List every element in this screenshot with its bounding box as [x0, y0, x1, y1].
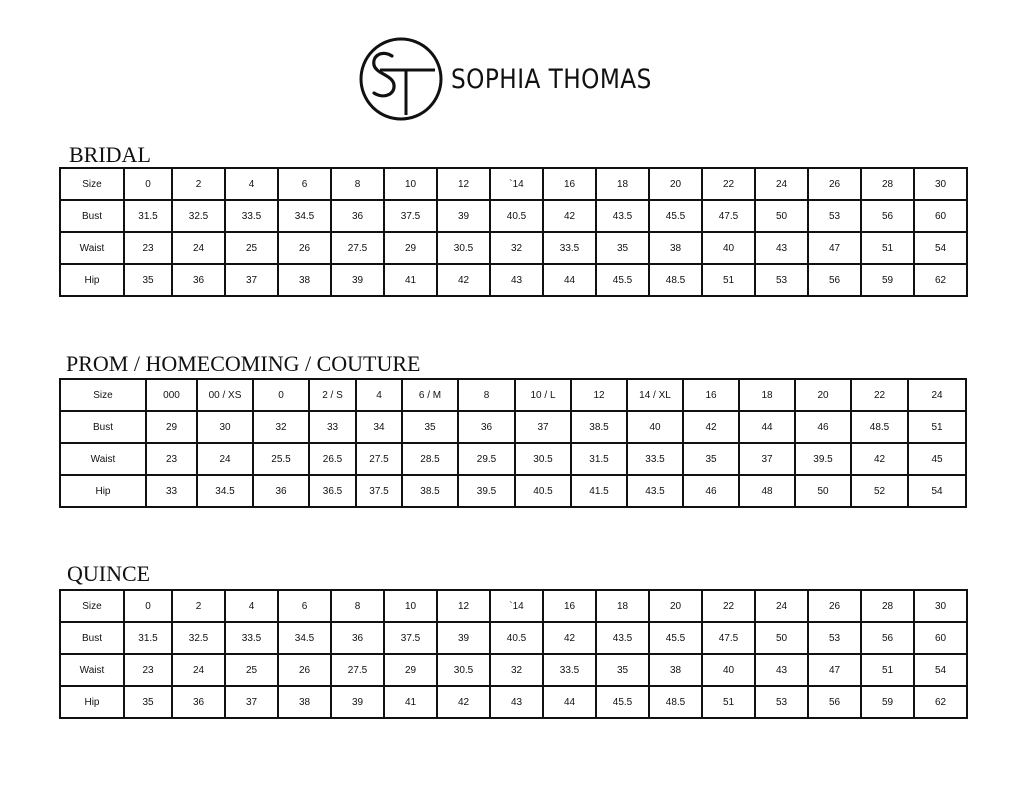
- table-cell: 40.5: [490, 200, 543, 232]
- table-cell: 20: [649, 168, 702, 200]
- table-cell: 41: [384, 264, 437, 296]
- table-cell: 29: [384, 232, 437, 264]
- table-cell: 35: [124, 686, 172, 718]
- table-cell: 43.5: [596, 200, 649, 232]
- quince-size-table: [59, 589, 968, 719]
- table-row: [60, 622, 967, 654]
- row-header-cell: Bust: [60, 411, 146, 443]
- table-cell: 48.5: [649, 264, 702, 296]
- table-cell: 41: [384, 686, 437, 718]
- table-cell: 32.5: [172, 200, 225, 232]
- table-cell: 39.5: [458, 475, 515, 507]
- table-cell: 33.5: [225, 622, 278, 654]
- table-cell: 38.5: [571, 411, 627, 443]
- table-cell: 24: [172, 232, 225, 264]
- table-cell: 34: [356, 411, 402, 443]
- table-cell: 33.5: [225, 200, 278, 232]
- row-header-cell: Hip: [60, 264, 124, 296]
- table-cell: 22: [702, 590, 755, 622]
- table-cell: 60: [914, 200, 967, 232]
- table-cell: 14 / XL: [627, 379, 683, 411]
- table-cell: 54: [914, 232, 967, 264]
- table-cell: 10: [384, 590, 437, 622]
- table-cell: 38: [278, 264, 331, 296]
- table-cell: 47.5: [702, 200, 755, 232]
- table-cell: 20: [795, 379, 851, 411]
- st-monogram-logo-icon: [359, 37, 443, 121]
- table-cell: 43: [490, 686, 543, 718]
- table-row: [60, 590, 967, 622]
- table-cell: 47: [808, 232, 861, 264]
- table-cell: 40.5: [490, 622, 543, 654]
- table-cell: 36: [253, 475, 309, 507]
- table-cell: 45: [908, 443, 966, 475]
- table-cell: 43: [755, 654, 808, 686]
- table-cell: 36: [172, 264, 225, 296]
- table-cell: 10 / L: [515, 379, 571, 411]
- table-cell: 18: [739, 379, 795, 411]
- table-row: [60, 264, 967, 296]
- table-cell: 62: [914, 264, 967, 296]
- row-header-cell: Hip: [60, 686, 124, 718]
- table-cell: 50: [755, 200, 808, 232]
- table-cell: 51: [702, 264, 755, 296]
- table-cell: 24: [908, 379, 966, 411]
- table-cell: 48: [739, 475, 795, 507]
- table-row: [60, 475, 966, 507]
- table-cell: 44: [739, 411, 795, 443]
- table-cell: 31.5: [124, 200, 172, 232]
- table-cell: 47.5: [702, 622, 755, 654]
- table-cell: 35: [402, 411, 458, 443]
- table-cell: 30.5: [437, 232, 490, 264]
- table-row: [60, 411, 966, 443]
- table-cell: 36: [331, 622, 384, 654]
- brand-name: SOPHIA THOMAS: [451, 63, 652, 95]
- table-cell: 37: [225, 264, 278, 296]
- table-cell: 29: [146, 411, 197, 443]
- row-header-cell: Waist: [60, 654, 124, 686]
- table-cell: 2 / S: [309, 379, 356, 411]
- table-cell: 23: [146, 443, 197, 475]
- table-cell: 35: [596, 654, 649, 686]
- table-cell: 38: [649, 232, 702, 264]
- table-cell: 37: [225, 686, 278, 718]
- table-cell: 36: [172, 686, 225, 718]
- table-cell: 39: [437, 622, 490, 654]
- table-cell: 12: [571, 379, 627, 411]
- table-cell: 54: [914, 654, 967, 686]
- table-cell: 18: [596, 590, 649, 622]
- table-cell: 31.5: [571, 443, 627, 475]
- row-header-cell: Bust: [60, 622, 124, 654]
- table-cell: 27.5: [356, 443, 402, 475]
- table-cell: 45.5: [596, 264, 649, 296]
- prom-size-table: [59, 378, 967, 508]
- table-cell: 2: [172, 590, 225, 622]
- table-cell: 30: [197, 411, 253, 443]
- table-cell: 53: [755, 264, 808, 296]
- table-cell: 6 / M: [402, 379, 458, 411]
- table-cell: 000: [146, 379, 197, 411]
- table-cell: 20: [649, 590, 702, 622]
- section-title-prom: PROM / HOMECOMING / COUTURE: [66, 351, 421, 376]
- table-cell: 24: [197, 443, 253, 475]
- table-cell: 42: [543, 622, 596, 654]
- table-cell: 23: [124, 654, 172, 686]
- table-cell: 38.5: [402, 475, 458, 507]
- table-cell: 51: [702, 686, 755, 718]
- table-cell: 30.5: [437, 654, 490, 686]
- table-cell: 24: [755, 168, 808, 200]
- table-cell: 32.5: [172, 622, 225, 654]
- table-cell: 36: [458, 411, 515, 443]
- table-cell: 27.5: [331, 654, 384, 686]
- table-row: [60, 686, 967, 718]
- table-cell: 4: [356, 379, 402, 411]
- table-cell: 43.5: [627, 475, 683, 507]
- table-cell: 8: [458, 379, 515, 411]
- table-cell: 39: [331, 686, 384, 718]
- table-cell: 39.5: [795, 443, 851, 475]
- table-cell: 26: [808, 590, 861, 622]
- table-cell: 30: [914, 590, 967, 622]
- table-cell: 33.5: [543, 232, 596, 264]
- table-cell: 42: [543, 200, 596, 232]
- table-row: [60, 232, 967, 264]
- table-cell: 53: [808, 200, 861, 232]
- table-cell: 00 / XS: [197, 379, 253, 411]
- table-cell: 41.5: [571, 475, 627, 507]
- table-cell: 34.5: [278, 622, 331, 654]
- table-cell: 35: [124, 264, 172, 296]
- table-row: [60, 200, 967, 232]
- table-cell: 40.5: [515, 475, 571, 507]
- table-cell: 46: [683, 475, 739, 507]
- table-cell: 16: [683, 379, 739, 411]
- table-cell: 36.5: [309, 475, 356, 507]
- table-cell: 39: [437, 200, 490, 232]
- table-cell: 53: [808, 622, 861, 654]
- table-cell: 56: [808, 686, 861, 718]
- table-cell: 47: [808, 654, 861, 686]
- table-cell: 28: [861, 168, 914, 200]
- brand-header: [359, 37, 684, 121]
- table-cell: 32: [253, 411, 309, 443]
- table-cell: 28.5: [402, 443, 458, 475]
- table-cell: 18: [596, 168, 649, 200]
- row-header-cell: Waist: [60, 232, 124, 264]
- table-cell: 26.5: [309, 443, 356, 475]
- table-cell: 33: [146, 475, 197, 507]
- table-cell: 37.5: [356, 475, 402, 507]
- table-cell: 40: [627, 411, 683, 443]
- table-cell: 29: [384, 654, 437, 686]
- table-cell: 32: [490, 654, 543, 686]
- table-cell: 59: [861, 264, 914, 296]
- table-cell: `14: [490, 590, 543, 622]
- table-cell: 43: [490, 264, 543, 296]
- table-cell: 38: [278, 686, 331, 718]
- table-row: [60, 379, 966, 411]
- table-cell: 37: [739, 443, 795, 475]
- table-cell: 22: [851, 379, 908, 411]
- table-cell: 2: [172, 168, 225, 200]
- table-cell: 52: [851, 475, 908, 507]
- table-cell: 50: [795, 475, 851, 507]
- table-cell: 0: [253, 379, 309, 411]
- table-cell: 34.5: [197, 475, 253, 507]
- table-cell: 6: [278, 590, 331, 622]
- table-cell: 10: [384, 168, 437, 200]
- table-cell: 39: [331, 264, 384, 296]
- table-cell: 43.5: [596, 622, 649, 654]
- table-cell: 28: [861, 590, 914, 622]
- row-header-cell: Size: [60, 590, 124, 622]
- table-cell: 30.5: [515, 443, 571, 475]
- table-cell: 32: [490, 232, 543, 264]
- table-cell: `14: [490, 168, 543, 200]
- section-title-quince: QUINCE: [67, 561, 151, 586]
- table-cell: 45.5: [596, 686, 649, 718]
- table-cell: 35: [596, 232, 649, 264]
- table-cell: 56: [861, 622, 914, 654]
- table-cell: 56: [861, 200, 914, 232]
- table-cell: 37: [515, 411, 571, 443]
- table-cell: 54: [908, 475, 966, 507]
- table-cell: 42: [437, 686, 490, 718]
- table-cell: 38: [649, 654, 702, 686]
- table-cell: 16: [543, 590, 596, 622]
- table-cell: 51: [861, 232, 914, 264]
- row-header-cell: Size: [60, 379, 146, 411]
- table-cell: 12: [437, 590, 490, 622]
- table-cell: 27.5: [331, 232, 384, 264]
- table-cell: 33.5: [543, 654, 596, 686]
- table-cell: 43: [755, 232, 808, 264]
- table-cell: 53: [755, 686, 808, 718]
- row-header-cell: Size: [60, 168, 124, 200]
- table-cell: 22: [702, 168, 755, 200]
- table-cell: 24: [172, 654, 225, 686]
- table-cell: 25.5: [253, 443, 309, 475]
- table-cell: 35: [683, 443, 739, 475]
- table-cell: 37.5: [384, 622, 437, 654]
- table-cell: 40: [702, 232, 755, 264]
- table-cell: 44: [543, 264, 596, 296]
- table-cell: 37.5: [384, 200, 437, 232]
- table-row: [60, 168, 967, 200]
- table-cell: 45.5: [649, 622, 702, 654]
- row-header-cell: Waist: [60, 443, 146, 475]
- table-cell: 4: [225, 590, 278, 622]
- table-row: [60, 443, 966, 475]
- table-cell: 62: [914, 686, 967, 718]
- table-cell: 33.5: [627, 443, 683, 475]
- row-header-cell: Bust: [60, 200, 124, 232]
- bridal-size-table: [59, 167, 968, 297]
- table-cell: 42: [851, 443, 908, 475]
- table-cell: 24: [755, 590, 808, 622]
- table-cell: 44: [543, 686, 596, 718]
- table-cell: 30: [914, 168, 967, 200]
- section-title-bridal: BRIDAL: [69, 142, 151, 167]
- table-cell: 29.5: [458, 443, 515, 475]
- table-cell: 42: [437, 264, 490, 296]
- table-cell: 34.5: [278, 200, 331, 232]
- table-cell: 60: [914, 622, 967, 654]
- table-cell: 23: [124, 232, 172, 264]
- table-cell: 31.5: [124, 622, 172, 654]
- table-cell: 40: [702, 654, 755, 686]
- table-cell: 26: [278, 654, 331, 686]
- table-cell: 0: [124, 590, 172, 622]
- table-cell: 33: [309, 411, 356, 443]
- table-row: [60, 654, 967, 686]
- table-cell: 46: [795, 411, 851, 443]
- table-cell: 45.5: [649, 200, 702, 232]
- table-cell: 25: [225, 654, 278, 686]
- table-cell: 56: [808, 264, 861, 296]
- table-cell: 59: [861, 686, 914, 718]
- table-cell: 51: [908, 411, 966, 443]
- row-header-cell: Hip: [60, 475, 146, 507]
- table-cell: 4: [225, 168, 278, 200]
- table-cell: 48.5: [851, 411, 908, 443]
- table-cell: 26: [808, 168, 861, 200]
- table-cell: 25: [225, 232, 278, 264]
- table-cell: 36: [331, 200, 384, 232]
- table-cell: 26: [278, 232, 331, 264]
- table-cell: 12: [437, 168, 490, 200]
- table-cell: 0: [124, 168, 172, 200]
- table-cell: 16: [543, 168, 596, 200]
- table-cell: 6: [278, 168, 331, 200]
- table-cell: 42: [683, 411, 739, 443]
- table-cell: 48.5: [649, 686, 702, 718]
- table-cell: 51: [861, 654, 914, 686]
- table-cell: 8: [331, 168, 384, 200]
- table-cell: 50: [755, 622, 808, 654]
- table-cell: 8: [331, 590, 384, 622]
